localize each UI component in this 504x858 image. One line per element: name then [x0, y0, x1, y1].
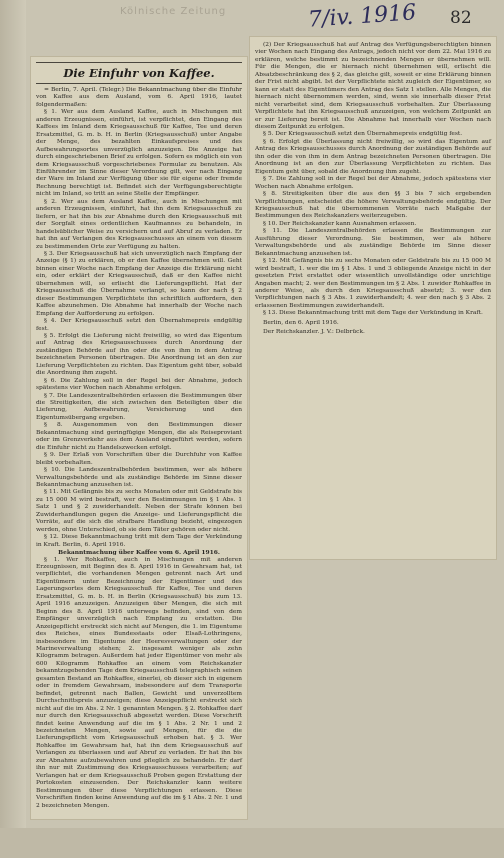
paragraph-group-3 [255, 42, 491, 318]
article-right-text [249, 36, 497, 337]
closing-signature: Der Reichskanzler. J. V.: Delbrück. [263, 329, 365, 336]
paragraph: § 10. Die Landeszentralbehörden bestimmen, wer als höhere Verwaltungsbehörde und als zuständige Behörde im Sinne dieser Bekanntmachung anzusehen ist. [36, 467, 242, 489]
paragraph: = Berlin, 7. April. (Telegr.) Die Bekanntmachung über die Einfuhr von Kaffee aus dem Ausland, vom 6. April 1916, lautet folgendermaßen: [36, 87, 242, 108]
top-rule [36, 62, 242, 63]
page-number: 82 [450, 8, 472, 28]
paragraph: § 8. Ausgenommen von den Bestimmungen dieser Bekanntmachung sind geringfügige Mengen, die als Reiseproviant oder im Grenzverkehr aus dem Ausland eingeführt werden, sofern die Einfuhr nicht zu Handelszwecken erfolgt. [36, 422, 242, 451]
paragraph: § 3. Der Kriegsausschuß hat sich unverzüglich nach Empfang der Anzeige (§ 1) zu erklären, ob er den Kaffee übernehmen will. Geht binnen einer Woche nach Empfang der Anzeige die Erklärung nicht ein, oder erklärt der Kriegsausschuß, daß er den Kaffee nicht übernehmen will, so erlischt die Lieferungspflicht. Hat der Kriegsausschuß die Übernahme verlangt, so kann der nach § 2 dieser Bestimmungen Verpflichtete ihn schriftlich auffordern, den Kaffee abzunehmen. Die Abnahme hat innerhalb der Woche nach Empfang der Aufforderung zu erfolgen. [36, 250, 242, 317]
page-margin [0, 0, 26, 858]
article-left-text [30, 56, 248, 810]
paragraph: § 11. Die Landeszentralbehörden erlassen die Bestimmungen zur Ausführung dieser Verordnung. Sie bestimmen, wer als höhere Verwaltungsbehörde und als zuständige Behörde im Sinne dieser Bekanntmachung anzusehen ist. [255, 228, 491, 257]
article-title: Die Einfuhr von Kaffee. [63, 66, 215, 80]
handwritten-date: 7/iv. 1916 [307, 0, 417, 33]
paragraph-group-1 [36, 87, 242, 549]
paragraph: § 1. Wer Rohkaffee, auch in Mischungen mit anderen Erzeugnissen, mit Beginn des 8. April 1916 in Gewahrsam hat, ist verpflichtet, die vorhandenen Mengen getrennt nach Art und Eigentümern unter Bezeichnung der Eigentümer und des Lagerungsortes dem Kriegsausschuß für Kaffee, Tee und deren Ersatzmittel, G. m. b. H. in Berlin (Kriegsausschuß) bis zum 13. April 1916 anzuzeigen. Anzuzeigen über Mengen, die sich mit Beginn des 8. April 1916 unterwegs befinden, sind von dem Empfänger unverzüglich nach Empfang zu erstatten. Die Anzeigepflicht erstreckt sich nicht auf Mengen, die 1. im Eigentume des Reiches, eines Bundesstaats oder Elsaß-Lothringens, insbesondere im Eigentume der Heeresverwaltungen oder der Marineverwaltung stehen; 2. insgesamt weniger als zehn Kilogramm betragen. Außerdem hat jeder Eigentümer von mehr als 600 Kilogramm Rohkaffee an einem vom Reichskanzler bekanntzugebenden Tage dem Kriegsausschuß telegraphisch seinen gesamten Bestand an Rohkaffee, einerlei, ob dieser sich in eigenem oder in fremdem Gewahrsam, insbesondere auf dem Transporte befindet, getrennt nach Ballen, Gewicht und unverzolltem Durchschnittspreis anzuzeigen; diese Anzeigepflicht erstreckt sich nicht auf die im Abs. 2 Nr. 1 genannten Mengen. § 2. Rohkaffee darf nur durch den Kriegsausschuß abgesetzt werden. Diese Vorschrift findet keine Anwendung auf die im § 1 Abs. 2 Nr. 1 und 2 bezeichneten Mengen, sowie auf Mengen, für die die Lieferungspflicht vom Kriegsausschuß erhoben hat. § 3. Wer Rohkaffee im Gewahrsam hat, hat ihn dem Kriegsausschuß auf Verlangen zu überlassen und auf Abruf zu verladen. Er hat ihn bis zur Abnahme aufzubewahren und pfleglich zu behandeln. Er darf ihn nur mit Zustimmung des Kriegsausschusses verarbeiten; auf Verlangen hat er dem Kriegsausschuß Proben gegen Erstattung der Portokosten einzusenden. Der Reichskanzler kann weitere Bestimmungen über diese Verpflichtungen erlassen. Diese Vorschriften finden keine Anwendung auf die im § 1 Abs. 2 Nr. 1 und 2 bezeichneten Mengen. [36, 556, 242, 809]
paragraph: § 6. Erfolgt die Überlassung nicht freiwillig, so wird das Eigentum auf Antrag des Kriegsausschusses durch Anordnung der zuständigen Behörde auf ihn oder die von ihm in dem Antrag bezeichneten Personen übertragen. Die Anordnung ist an den zur Überlassung Verpflichteten zu richten. Das Eigentum geht über, sobald die Anordnung ihm zugeht. [255, 138, 491, 175]
paragraph: § 11. Mit Gefängnis bis zu sechs Monaten oder mit Geldstrafe bis zu 15 000 M wird bestraft, wer den Bestimmungen im § 1 Abs. 1 Satz 1 und § 2 zuwiderhandelt. Neben der Strafe können bei Zuwiderhandlungen gegen die Anzeige- und Lieferungspflicht die Vorräte, auf die sich die strafbare Handlung bezieht, eingezogen werden, ohne Unterschied, ob sie dem Täter gehören oder nicht. [36, 489, 242, 533]
newspaper-name: Kölnische Zeitung [120, 6, 227, 17]
clipping-right-column [249, 36, 497, 560]
title-rule [36, 83, 242, 84]
paragraph: § 5. Erfolgt die Lieferung nicht freiwillig, so wird das Eigentum auf Antrag des Kriegsausschusses durch Anordnung der zuständigen Behörde auf ihn oder die von ihm in dem Antrag bezeichneten Personen übertragen. Die Anordnung ist an den zur Lieferung Verpflichteten zu richten. Das Eigentum geht über, sobald die Anordnung ihm zugeht. [36, 332, 242, 377]
clipping-left-column [30, 56, 248, 820]
closing-place-date: Berlin, den 6. April 1916. [263, 319, 339, 326]
paragraph: § 7. Die Zahlung soll in der Regel bei der Abnahme, jedoch spätestens vier Wochen nach Abnahme erfolgen. [255, 176, 491, 190]
paragraph: § 8. Streitigkeiten über die aus den §§ 3 bis 7 sich ergebenden Verpflichtungen, entscheidet die höhere Verwaltungsbehörde endgültig. Der Kriegsausschuß hat die übernommenen Vorräte nach Maßgabe der Bestimmungen des Reichskanzlers weiterzugeben. [255, 191, 491, 220]
paragraph: § 7. Die Landeszentralbehörden erlassen die Bestimmungen über die Streitigkeiten, die sich zwischen den Beteiligten über die Lieferung, Aufbewahrung, Versicherung und den Eigentumsübergang ergeben. [36, 392, 242, 421]
paragraph: § 2. Wer aus dem Ausland Kaffee, auch in Mischungen mit anderen Erzeugnissen, einführt, hat ihn dem Kriegsausschuß zu liefern, er hat ihn bis zur Abnahme durch den Kriegsausschuß mit der Sorgfalt eines ordentlichen Kaufmannes zu behandeln, in handelsüblicher Weise zu versichern und auf Abruf zu verladen. Er hat ihn auf Verlangen des Kriegsausschusses an einem von diesem zu bestimmenden Orte zur Verfügung zu halten. [36, 198, 242, 250]
paragraph: § 12. Diese Bekanntmachung tritt mit dem Tage der Verkündung in Kraft. Berlin, 6. April 1916. [36, 534, 242, 548]
paragraph: (2) Der Kriegsausschuß hat auf Antrag des Verfügungsberechtigten binnen vier Wochen nach Eingang des Antrags, jedoch nicht vor dem 22. Mai 1916 zu erklären, welche bestimmt zu bezeichnenden Mengen er übernehmen will. Für die Mengen, die er hiernach nicht übernehmen will, erlischt die Absatzbeschränkung des § 2, das gleiche gilt, soweit er eine Erklärung binnen der Frist nicht abgibt. Ist der Verpflichtete nicht zugleich der Eigentümer, so kann er statt des Eigentümers den Antrag des Satz 1 stellen. Alle Mengen, die hiernach nicht übernommen werden, sind, wenn sie innerhalb dieser Frist nicht verarbeitet sind, dem Kriegsausschuß vorbehalten. Zur Überlassung Verpflichtete hat ihn Kriegsausschuß anzuzeigen, von welchem Zeitpunkt an er zur Lieferung bereit ist. Die Abnahme hat innerhalb vier Wochen nach diesem Zeitpunkt zu erfolgen. [255, 42, 491, 130]
paragraph-group-2 [36, 557, 242, 810]
paragraph: § 6. Die Zahlung soll in der Regel bei der Abnahme, jedoch spätestens vier Wochen nach Abnahme erfolgen. [36, 377, 242, 392]
paragraph: § 9. Der Erlaß von Vorschriften über die Durchfuhr von Kaffee bleibt vorbehalten. [36, 452, 242, 466]
paragraph: § 10. Der Reichskanzler kann Ausnahmen erlassen. [263, 220, 417, 227]
paragraph: § 5. Der Kriegsausschuß setzt den Übernahmepreis endgültig fest. [263, 131, 463, 138]
page-bottom-margin [0, 828, 504, 858]
paragraph: § 4. Der Kriegsausschuß setzt den Übernahmepreis endgültig fest. [36, 318, 242, 332]
closing-line [255, 320, 491, 327]
paragraph: § 13. Diese Bekanntmachung tritt mit dem Tage der Verkündung in Kraft. [263, 310, 483, 317]
paragraph: § 12. Mit Gefängnis bis zu sechs Monaten oder Geldstrafe bis zu 15 000 M wird bestraft, 1. wer die im § 1 Abs. 1 und 3 obliegende Anzeige nicht in der gesetzten Frist erstattet oder wissentlich unvollständige oder unrichtige Angaben macht; 2. wer den Bestimmungen im § 2 Abs. 1 zuwider Rohkaffee in anderer Weise, als durch den Kriegsausschuß absetzt; 3. wer den Verpflichtungen nach § 3 Abs. 1 zuwiderhandelt; 4. wer den nach § 3 Abs. 2 erlassenen Bestimmungen zuwiderhandelt. [255, 258, 491, 309]
paragraph: § 1. Wer aus dem Ausland Kaffee, auch in Mischungen mit anderen Erzeugnissen, einführt, ist verpflichtet, den Eingang des Kaffees im Inland dem Kriegsausschuß für Kaffee, Tee und deren Ersatzmittel, G. m. b. H. in Berlin (Kriegsausschuß) unter Angabe der Menge, des bezahlten Einkaufspreises und des Aufbewahrungsortes unverzüglich anzuzeigen. Die Anzeige hat durch eingeschriebenen Brief zu erfolgen. Sofern es möglich ein von dem Kriegsausschuß vorgeschriebenes Formular zu benutzen. Als Einführender im Sinne dieser Verordnung gilt, wer nach Eingang der Ware im Inland zur Verfügung über sie für eigene oder fremde Rechnung berechtigt ist. Befindet sich der Verfügungsberechtigte nicht im Inland, so tritt an seine Stelle der Empfänger. [36, 109, 242, 198]
sub-heading: Bekanntmachung über Kaffee vom 6. April 1916. [58, 549, 220, 557]
